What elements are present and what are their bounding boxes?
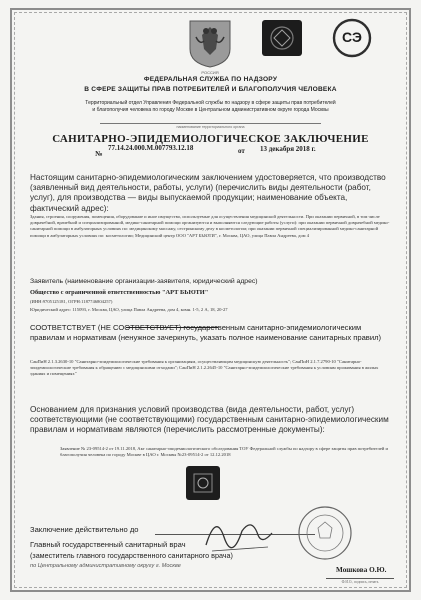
hologram-sticker-bottom xyxy=(186,466,220,500)
applicant-ids: (ИНН:9705125181, ОГРН:1187746804257) xyxy=(30,299,113,304)
hologram-sticker xyxy=(262,20,302,56)
se-certification-mark xyxy=(322,17,382,59)
signer-name: Мошкова О.Ю. xyxy=(336,566,387,574)
production-intro: Настоящим санитарно-эпидемиологическим заключением удостоверяется, что производство (заявленный вид деятельности, работы, услуги) (перечислить виды деятельности (работ, услуг), для производства — виды выпускаемой продукции; наименование объекта, фактический адрес): xyxy=(30,173,386,213)
signature-icon xyxy=(202,503,282,563)
department-line-1: Территориальный отдел Управления Федеральной службы по надзору в сфере защиты прав потребителей xyxy=(85,100,336,106)
basis-statement: Основанием для признания условий производства (вида деятельности, работ, услуг) соответствующими (не соответствующими) государственным санитарно-эпидемиологическим правилам и нормативам являются (перечислить рассмотренные документы): xyxy=(30,405,389,435)
department-caption: наименование территориального органа xyxy=(100,123,321,129)
agency-line-2: В СФЕРЕ ЗАЩИТЫ ПРАВ ПОТРЕБИТЕЛЕЙ И БЛАГОПОЛУЧИЯ ЧЕЛОВЕКА xyxy=(84,86,337,93)
state-emblem-icon xyxy=(184,15,236,69)
certificate-date: 13 декабря 2018 г. xyxy=(260,145,316,153)
official-title-line-2: (заместитель главного государственного санитарного врача) xyxy=(30,551,233,560)
signer-caption: Ф.И.О., подпись, печать xyxy=(326,578,394,584)
applicant-name: Общество с ограниченной ответственностью "АРТ БЬЮТИ" xyxy=(30,289,209,296)
number-prefix: № xyxy=(95,149,103,158)
official-title-line-1: Главный государственный санитарный врач xyxy=(30,540,186,549)
official-title-line-3: по Центральному административному округу г. Москве xyxy=(30,563,181,569)
official-stamp-icon xyxy=(296,504,354,562)
agency-line-1: ФЕДЕРАЛЬНАЯ СЛУЖБА ПО НАДЗОРУ xyxy=(143,76,278,83)
basis-documents: Заявление № 23-09514-2 от 19.11.2018, Акт санитарно-эпидемиологического обследования ТОУ Федеральной службы по надзору в сфере защиты прав потребителей и благополучия человека по городу Москве в ЦАО г. Москвы №23-09514-2 от 12.12.2018 xyxy=(60,446,388,458)
strikethrough-not-compliant xyxy=(126,327,218,328)
department-line-2: и благополучия человека по городу Москве в Центральном административном округе города Москвы xyxy=(92,107,329,113)
document-title: САНИТАРНО-ЭПИДЕМИОЛОГИЧЕСКОЕ ЗАКЛЮЧЕНИЕ xyxy=(52,133,369,145)
emblem-caption: РОССИЯ xyxy=(201,70,219,75)
production-detail: Здания, строения, сооружения, помещения, оборудование и иное имущество, используемые для осуществления медицинской деятельности. При оказании первичной, в том числе доврачебной, врачебной и специализированной, медико-санитарной помощи организуются и выполняются следующие работы (услуги): при оказании первичной доврачебной медико-санитарной помощи в амбулаторных условиях по: медицинскому массажу, сестринскому делу в косметологии; при оказании первичной специализированной медико-санитарной помощи в амбулаторных условиях по: косметологии; Медицинский центр ООО "АРТ БЬЮТИ", г. Москва, ЦАО, улица Павла Андреева, дом 4 xyxy=(30,214,390,238)
certificate-number: 77.14.24.000.М.007793.12.18 xyxy=(108,144,194,152)
validity-label: Заключение действительно до xyxy=(30,525,139,534)
conformity-statement: СООТВЕТСТВУЕТ (НЕ СООТВЕТСТВУЕТ) государственным санитарно-эпидемиологическим правилам и нормативам (ненужное зачеркнуть, указать полное наименование санитарных правил) xyxy=(30,323,382,342)
date-prefix: от xyxy=(238,147,245,155)
applicant-label: Заявитель (наименование организации-заявителя, юридический адрес) xyxy=(30,278,258,285)
sanitary-rules-list: СанПиН 2.1.3.2630-10 "Санитарно-эпидемиологические требования к организациям, осуществляющим медицинскую деятельность"; СанПиН 2.1.7.2790-10 "Санитарно-эпидемиологические требования к обращению с медицинскими отходами"; СанПиН 2.1.2.2645-10 "Санитарно-эпидемиологические требования к условиям проживания в жилых зданиях и помещениях" xyxy=(30,359,379,377)
se-mark-text: СЭ xyxy=(342,29,362,45)
applicant-address: Юридический адрес: 115093, г. Москва, ЦАО, улица Павла Андреева, дом 4, комн. 1-5, 2 А, 18, 20-27 xyxy=(30,307,228,312)
